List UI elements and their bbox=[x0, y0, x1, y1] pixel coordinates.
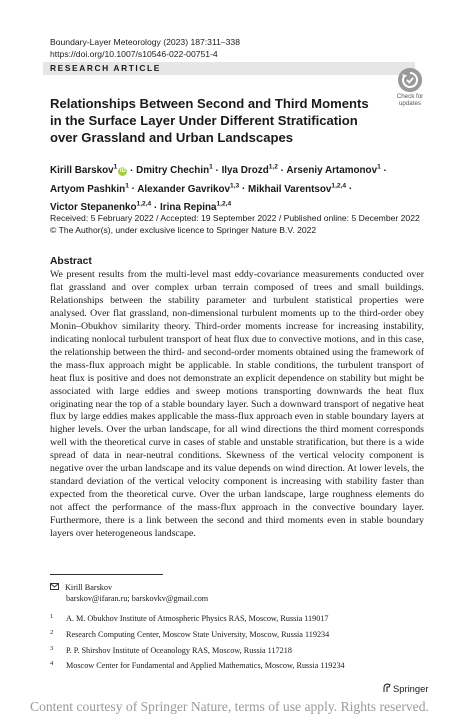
author[interactable]: Dmitry Chechin$^1$ bbox=[136, 164, 213, 177]
author-list: Kirill Barskov$^1$iD · Dmitry Chechin$^1$ · Ilya Drozd$^{1,2}$ · Arseniy Artamonov$^1$ · Artyom Pashkin$^1$ · Alexander Gavrikov$^{1,3}$ · Mikhail Varentsov$^{1,2,4}$ · Victor Stepanenko$^{1,2,4}$ · Irina Repina$^{1,2,4}$ bbox=[50, 164, 387, 213]
affiliation: 4 Moscow Center for Fundamental and Applied Mathematics, Moscow, Russia 119234 bbox=[50, 660, 345, 670]
doi-link[interactable]: https://doi.org/10.1007/s10546-022-00751-4 bbox=[50, 49, 218, 59]
journal-citation bbox=[50, 36, 240, 60]
author[interactable]: Victor Stepanenko$^{1,2,4}$ bbox=[50, 200, 152, 213]
corresponding-name: Kirill Barskov bbox=[65, 583, 113, 592]
publication-dates bbox=[50, 212, 420, 236]
springer-horse-icon bbox=[382, 683, 391, 693]
copyright-line: © The Author(s), under exclusive licence to Springer Nature B.V. 2022 bbox=[50, 225, 317, 235]
publisher-name: Springer bbox=[393, 683, 429, 694]
abstract-heading: Abstract bbox=[50, 256, 92, 267]
corresponding-author bbox=[50, 582, 208, 604]
journal-line: Boundary-Layer Meteorology (2023) 187:311–338 bbox=[50, 37, 240, 47]
abstract-text: We present results from the multi-level mast eddy-covariance measurements conducted over flat grassland and over complex urban terrain composed of trees and small buildings. Relationships between the stability parameter and turbulent statistical properties were analysed. Over flat grassland, non-dimensional turbulent moments up to the third-order obey Monin–Obukhov similarity theory. Third-order moments increase for increasing instability, indicating nonlocal turbulent transport of heat flux due to convective motions, and in this case, the relationship between the third- and second-order moments obtained using the framework of the mass-flux approach might be applicable. In stable conditions, the turbulent transport of heat flux is positive and does not demonstrate an explicit dependence on stability but might be associated with large eddies and sweep motions transporting downwards the heat flux originating near the top of a stable boundary layer. Such a downward transport of negative heat flux by large eddies makes applicable the mass-flux approach even in stable boundary layers at higher levels. Over the urban landscape, for all wind directions the third moment corresponds well with the theoretical curve in cases of stable and unstable stratification, but there is a wide spread of data in near-neutral conditions. Skewness of the vertical velocity component is negative over the urban landscape and its value depends on wind direction. At lower levels, the standard deviation of the vertical velocity component is increasing with stability faster than expected from the theoretical curve. Over the urban landscape, large roughness elements do not affect the performance of the mass-flux approach in the convective boundary layer. Furthermore, there is a link between the second and third moments even in stable boundary layers over heterogeneous landscape. bbox=[50, 269, 424, 540]
author[interactable]: Arseniy Artamonov$^1$ bbox=[286, 164, 381, 177]
footnote-divider bbox=[50, 574, 163, 575]
check-updates-icon bbox=[398, 68, 422, 92]
author[interactable]: Mikhail Varentsov$^{1,2,4}$ bbox=[248, 182, 347, 195]
article-title: Relationships Between Second and Third Moments in the Surface Layer Under Different Stratification over Grassland and Urban Landscapes bbox=[50, 96, 369, 145]
affiliation: 3 P. P. Shirshov Institute of Oceanology RAS, Moscow, Russia 117218 bbox=[50, 645, 292, 655]
corresponding-emails[interactable]: barskov@ifaran.ru; barskovkv@gmail.com bbox=[66, 594, 209, 603]
dates-line: Received: 5 February 2022 / Accepted: 19 September 2022 / Published online: 5 December 2022 bbox=[50, 213, 420, 223]
orcid-icon[interactable]: iD bbox=[119, 168, 126, 175]
author[interactable]: Kirill Barskov$^1$iD bbox=[50, 164, 126, 177]
article-type-label: RESEARCH ARTICLE bbox=[50, 63, 161, 73]
envelope-icon bbox=[50, 583, 59, 590]
author[interactable]: Alexander Gavrikov$^{1,3}$ bbox=[137, 182, 240, 195]
check-for-updates-badge[interactable] bbox=[394, 68, 426, 107]
affiliation: 1 A. M. Obukhov Institute of Atmospheric Physics RAS, Moscow, Russia 119017 bbox=[50, 613, 329, 623]
courtesy-watermark: Content courtesy of Springer Nature, terms of use apply. Rights reserved. bbox=[30, 699, 429, 714]
author[interactable]: Irina Repina$^{1,2,4}$ bbox=[159, 200, 232, 213]
author[interactable]: Ilya Drozd$^{1,2}$ bbox=[221, 164, 278, 177]
affiliation: 2 Research Computing Center, Moscow State University, Moscow, Russia 119234 bbox=[50, 629, 330, 639]
check-updates-text: Check for updates bbox=[396, 93, 424, 107]
author[interactable]: Artyom Pashkin$^1$ bbox=[50, 182, 129, 195]
springer-logo bbox=[382, 683, 428, 694]
